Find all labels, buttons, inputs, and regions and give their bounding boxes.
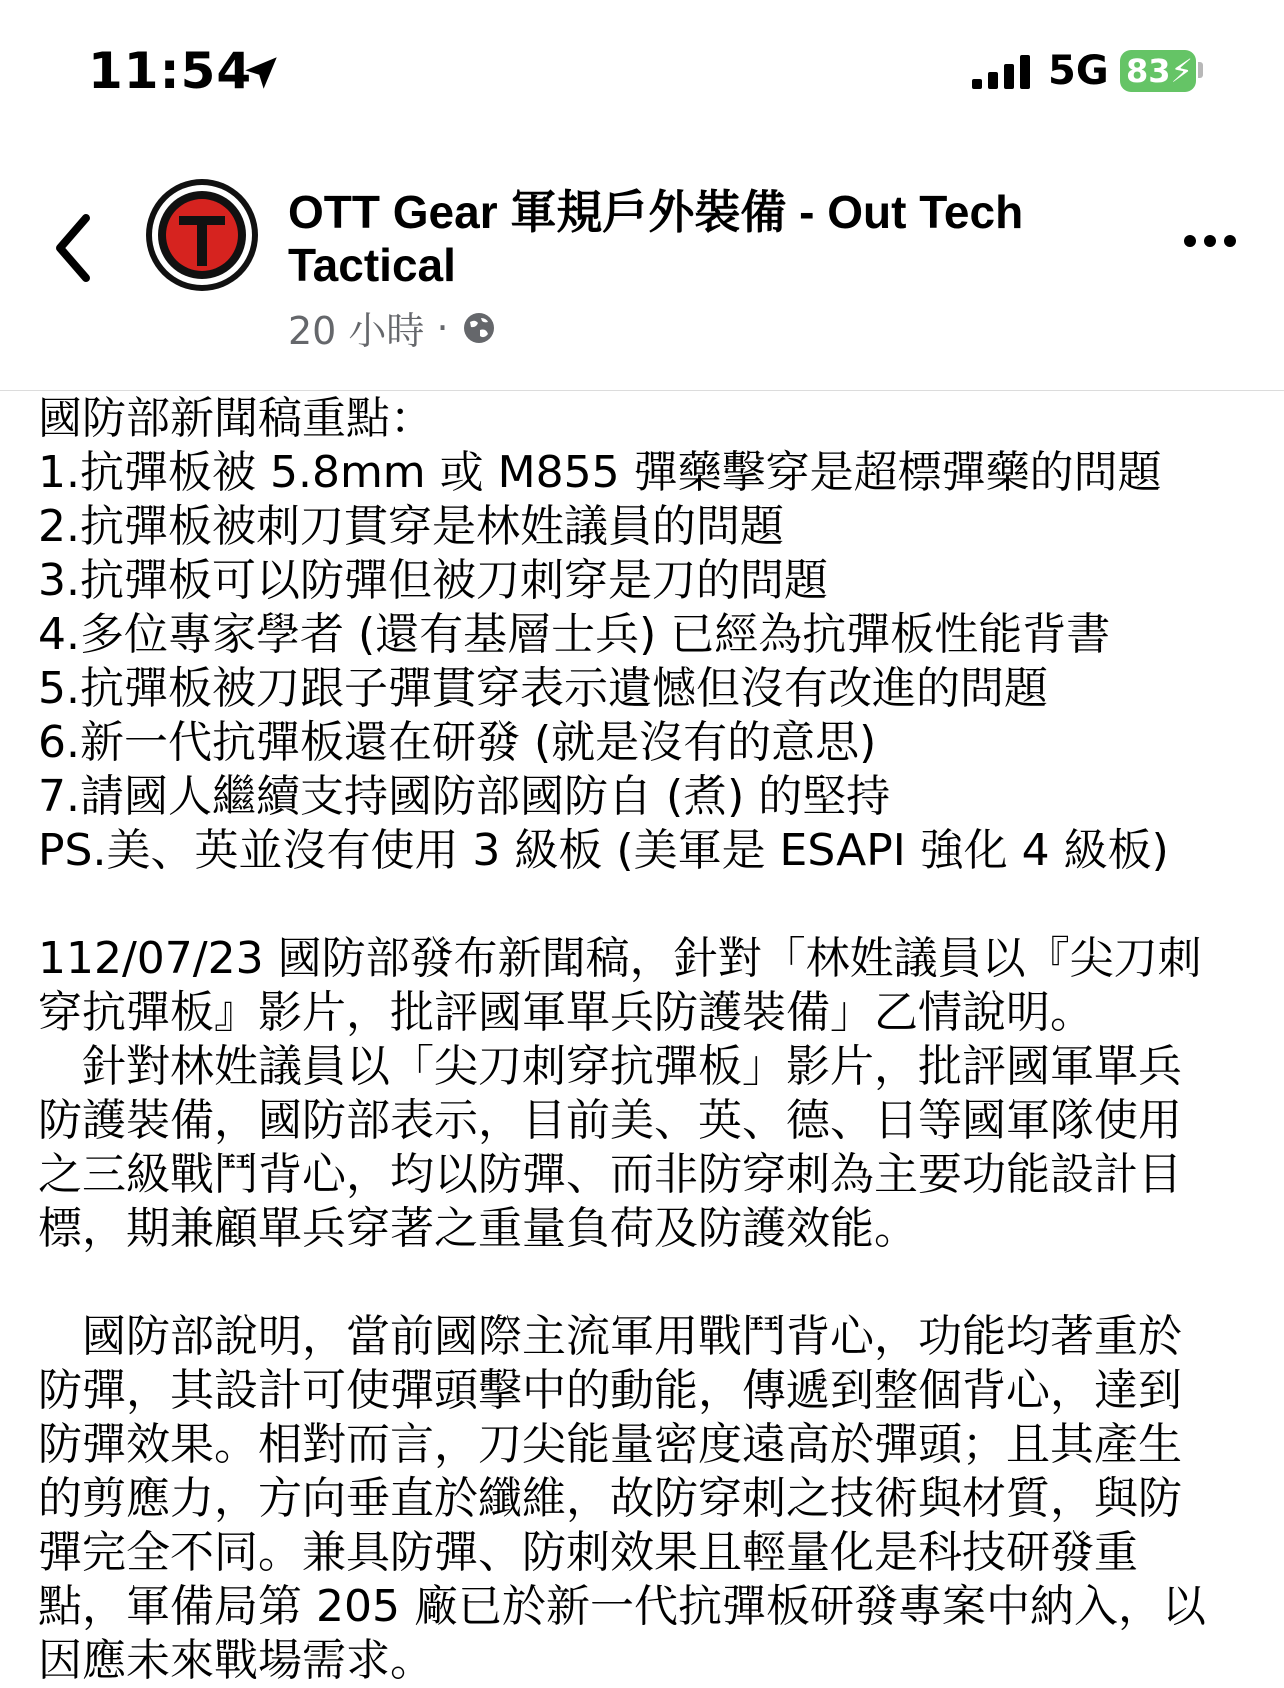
paragraph-1 [38,932,1253,1256]
summary-line: 6.新一代抗彈板還在研發 (就是沒有的意思) [38,717,877,768]
page-name-line-2: Tactical [288,239,456,291]
page-name[interactable] [288,186,1068,292]
paragraph-line: 之三級戰鬥背心，均以防彈、而非防穿刺為主要功能設計目 [38,1149,1182,1200]
summary-line: 國防部新聞稿重點： [38,393,434,444]
location-arrow-icon [240,52,282,94]
paragraph-line: 因應未來戰場需求。 [38,1635,434,1686]
status-bar [0,0,1284,150]
paragraph-line: 彈完全不同。兼具防彈、防刺效果且輕量化是科技研發重 [38,1527,1138,1578]
paragraph-line: 防彈，其設計可使彈頭擊中的動能，傳遞到整個背心，達到 [38,1365,1182,1416]
post-time[interactable]: 20 小時 [288,309,425,353]
paragraph-line: 針對林姓議員以「尖刀刺穿抗彈板」影片，批評國軍單兵 [38,1041,1182,1092]
chevron-left-icon[interactable] [48,208,98,288]
paragraph-gap [38,878,1253,932]
paragraph-line: 穿抗彈板』影片，批評國軍單兵防護裝備」乙情說明。 [38,987,1094,1038]
summary-line: 3.抗彈板可以防彈但被刀刺穿是刀的問題 [38,555,828,606]
more-horizontal-icon[interactable] [1180,228,1240,254]
paragraph-line: 防彈效果。相對而言，刀尖能量密度遠高於彈頭；且其產生 [38,1419,1182,1470]
meta-separator: · [436,305,449,350]
paragraph-line: 防護裝備，國防部表示，目前美、英、德、日等國軍隊使用 [38,1095,1182,1146]
summary-line: PS.美、英並沒有使用 3 級板 (美軍是 ESAPI 強化 4 級板) [38,825,1169,876]
post-header [0,150,1284,391]
paragraph-2 [38,1310,1253,1688]
summary-line: 5.抗彈板被刀跟子彈貫穿表示遺憾但沒有改進的問題 [38,663,1048,714]
paragraph-line: 國防部說明，當前國際主流軍用戰鬥背心，功能均著重於 [38,1311,1182,1362]
network-type: 5G [1048,48,1109,94]
summary-list [38,392,1253,878]
paragraph-line: 標，期兼顧單兵穿著之重量負荷及防護效能。 [38,1203,918,1254]
summary-line: 7.請國人繼續支持國防部國防自 (煮) 的堅持 [38,771,891,822]
paragraph-gap [38,1256,1253,1310]
battery-indicator [1120,50,1196,92]
status-time: 11:54 [88,42,253,100]
summary-line: 2.抗彈板被刺刀貫穿是林姓議員的問題 [38,501,784,552]
battery-level: 83 [1126,52,1171,90]
summary-line: 1.抗彈板被 5.8mm 或 M855 彈藥擊穿是超標彈藥的問題 [38,447,1162,498]
post-meta [288,300,497,355]
battery-tip [1198,62,1203,78]
signal-bars-icon [972,55,1034,89]
summary-line: 4.多位專家學者 (還有基層士兵) 已經為抗彈板性能背書 [38,609,1111,660]
globe-icon [461,310,497,346]
post-body [38,392,1253,1688]
paragraph-line: 的剪應力，方向垂直於纖維，故防穿刺之技術與材質，與防 [38,1473,1182,1524]
avatar[interactable] [143,176,261,294]
charging-bolt-icon: ⚡ [1170,52,1193,90]
page-name-line-1: OTT Gear 軍規戶外裝備 - Out Tech [288,186,1024,238]
paragraph-line: 112/07/23 國防部發布新聞稿，針對「林姓議員以『尖刀刺 [38,933,1202,984]
paragraph-line: 點，軍備局第 205 廠已於新一代抗彈板研發專案中納入，以 [38,1581,1206,1632]
